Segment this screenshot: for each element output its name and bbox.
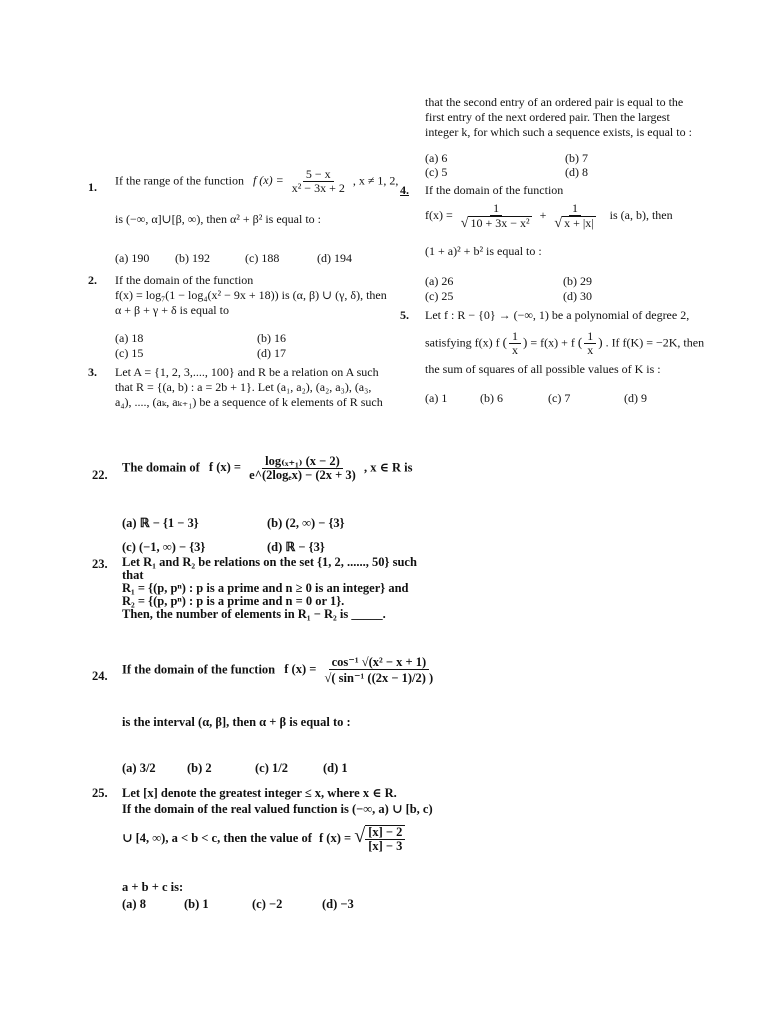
q25-option: (a) 8	[122, 897, 146, 911]
q22-denominator: e^(2logₑx) − (2x + 3)	[249, 468, 356, 482]
q5-line2-b: = f(x) + f	[530, 335, 575, 350]
q2-line: f(x) = log₇(1 − log₄(x² − 9x + 18)) is (α, β) ∪ (γ, δ), then	[115, 288, 387, 302]
q4-frac2-denominator: x + |x|	[564, 216, 594, 230]
q25-numerator: [x] − 2	[365, 826, 405, 840]
q5-line2: satisfying f(x) f ( $\frac{1}{x}$ ) = f(x) + f ( $\frac{1}{x}$ ) . If f(K) = −2K, then	[425, 329, 705, 357]
q22-lead: The domain of	[122, 460, 200, 475]
q3-cont-line: that the second entry of an ordered pair is equal to the	[425, 95, 684, 109]
q25-options	[122, 896, 382, 912]
q1-option: (b) 192	[175, 251, 210, 265]
q25-line: Let [x] denote the greatest integer ≤ x, where x ∈ R.	[122, 786, 397, 800]
q1-numerator: 5 − x	[303, 168, 334, 182]
q3-cont-line: integer k, for which such a sequence exists, is equal to :	[425, 125, 692, 139]
q5-frac-b	[584, 330, 596, 357]
q25-denominator: [x] − 3	[368, 839, 403, 853]
q5-frac-denominator: x	[512, 343, 518, 357]
q5-frac-numerator: 1	[584, 330, 596, 344]
q4-lead: If the domain of the function	[425, 183, 564, 197]
q2-line: If the domain of the function	[115, 273, 254, 287]
q1-denominator: x² − 3x + 2	[291, 181, 345, 195]
q4-plus: +	[539, 207, 547, 222]
q23-line: Let R₁ and R₂ be relations on the set {1, 2, ......, 50} such	[122, 555, 417, 569]
q5-line2-a: satisfying f(x) f	[425, 335, 500, 350]
q24-option: (d) 1	[323, 761, 348, 775]
q2-option: (c) 15	[115, 346, 144, 360]
q1-options	[115, 251, 377, 266]
q24-option: (a) 3/2	[122, 761, 156, 775]
q2-number: 2.	[88, 273, 97, 287]
q3-number: 3.	[88, 365, 97, 379]
q25-option: (b) 1	[184, 897, 209, 911]
q3-option-c: (c) 5	[425, 165, 448, 179]
q4-number: 4.	[400, 183, 409, 197]
q4-option: (b) 29	[563, 274, 592, 288]
q4-line3: (1 + a)² + b² is equal to :	[425, 244, 542, 258]
q23-number: 23.	[92, 557, 108, 571]
q1-line2: is (−∞, α]∪[β, ∞), then α² + β² is equal to :	[115, 212, 321, 226]
q4-fraction-1: $\frac{1}{\text{√ 10 + 3x − x²}}$	[460, 201, 530, 231]
q5-number: 5.	[400, 308, 409, 322]
q3-cont-line: first entry of the next ordered pair. Then the largest	[425, 110, 670, 124]
q22-option: (c) (−1, ∞) − {3}	[122, 540, 206, 554]
q2-options	[115, 331, 395, 363]
q1-option: (a) 190	[115, 251, 150, 265]
q22-fraction	[246, 455, 359, 482]
q22-function: f (x) =	[208, 460, 242, 475]
q2-line: α + β + γ + δ is equal to	[115, 303, 229, 317]
q4-frac1-numerator: 1	[490, 202, 502, 216]
q3-option-a: (a) 6	[425, 151, 448, 165]
q24-numerator: cos⁻¹ √(x² − x + 1)	[329, 656, 430, 670]
q24-fraction	[322, 656, 437, 685]
q25-option: (c) −2	[252, 897, 283, 911]
q23-line: R₁ = {(p, pⁿ) : p is a prime and n ≥ 0 is an integer} and	[122, 581, 409, 595]
q23-line: Then, the number of elements in R₁ − R₂ is _____.	[122, 607, 386, 621]
q4-frac1-denominator: 10 + 3x − x²	[470, 216, 530, 230]
q24-denominator: √( sin⁻¹ ((2x − 1)/2) )	[324, 671, 434, 685]
q1-fraction	[289, 168, 348, 195]
q24-options	[122, 760, 383, 776]
q22-numerator: log₍ₓ₊₁₎ (x − 2)	[262, 455, 343, 469]
q5-option: (a) 1	[425, 391, 448, 405]
q22-option: (a) ℝ − {1 − 3}	[122, 516, 199, 530]
q5-option: (d) 9	[624, 391, 647, 405]
q1-option: (c) 188	[245, 251, 280, 265]
q24-lead: If the domain of the function	[122, 662, 276, 677]
q25-fraction	[365, 825, 405, 853]
q5-option: (c) 7	[548, 391, 571, 405]
q4-function: f(x) =	[425, 207, 453, 222]
q25-formula-line: ∪ [4, ∞), a < b < c, then the value of f (x) = √ $\frac{[x] - 2}{[x] - 3}$	[122, 825, 407, 853]
q22-tail: , x ∈ R is	[363, 460, 413, 475]
q5-frac-denominator: x	[587, 343, 594, 357]
q3-option-b: (b) 7	[565, 151, 588, 165]
q5-frac-a	[509, 330, 521, 357]
q25-option: (d) −3	[322, 897, 354, 911]
q4-option: (a) 26	[425, 274, 454, 288]
q3-options	[425, 151, 745, 183]
q22-option: (b) (2, ∞) − {3}	[267, 516, 345, 530]
q4-option: (c) 25	[425, 289, 454, 303]
q23-line: R₂ = {(p, pⁿ) : p is a prime and n = 0 or 1}.	[122, 594, 345, 608]
q5-line1: Let f : R − {0} → (−∞, 1) be a polynomial of degree 2,	[425, 308, 690, 322]
q1-condition: , x ≠ 1, 2,	[352, 173, 399, 188]
q4-option: (d) 30	[563, 289, 592, 303]
q23-line: that	[122, 568, 144, 582]
q3-line: Let A = {1, 2, 3,...., 100} and R be a relation on A such	[115, 365, 379, 379]
q5-line2-c: . If f(K) = −2K, then	[605, 335, 705, 350]
q5-options	[425, 391, 679, 406]
q1-number: 1.	[88, 180, 97, 194]
q22-number: 22.	[92, 468, 108, 482]
q5-frac-numerator: 1	[509, 330, 521, 344]
q4-fraction-2: $\frac{1}{√ x + |x|}$	[554, 201, 594, 231]
q22-option: (d) ℝ − {3}	[267, 540, 325, 554]
q24-line2: is the interval (α, β], then α + β is equal to :	[122, 715, 351, 729]
q3-continuation	[425, 95, 745, 140]
q3-line: that R = {(a, b) : a = 2b + 1}. Let (a₁, a₂), (a₂, a₃), (a₃,	[115, 380, 372, 394]
q1-lead: If the range of the function	[115, 173, 244, 188]
q24-number: 24.	[92, 669, 108, 683]
q3-option-d: (d) 8	[565, 165, 588, 179]
q3-line: a₄), ...., (aₖ, aₖ₊₁) be a sequence of k elements of R such	[115, 395, 383, 409]
q25-function: f (x) =	[319, 830, 352, 845]
q2-option: (a) 18	[115, 331, 144, 345]
q5-option: (b) 6	[480, 391, 503, 405]
q24-option: (c) 1/2	[255, 761, 288, 775]
q24-option: (b) 2	[187, 761, 212, 775]
q24-function: f (x) =	[284, 662, 317, 677]
q2-option: (b) 16	[257, 331, 286, 345]
q4-tail: is (a, b), then	[609, 207, 673, 222]
q4-options	[425, 274, 725, 306]
q1-option: (d) 194	[317, 251, 352, 265]
q22-options	[122, 515, 442, 555]
q2-option: (d) 17	[257, 346, 286, 360]
q4-frac2-numerator: 1	[569, 202, 581, 216]
q25-number: 25.	[92, 786, 108, 800]
q5-line3: the sum of squares of all possible values of K is :	[425, 362, 661, 376]
q1-function: f (x) =	[252, 173, 284, 188]
q25-line3: ∪ [4, ∞), a < b < c, then the value of	[122, 830, 312, 845]
q4-formula	[425, 202, 673, 230]
q25-line: If the domain of the real valued function is (−∞, a) ∪ [b, c)	[122, 802, 433, 816]
q25-line4: a + b + c is:	[122, 880, 184, 894]
